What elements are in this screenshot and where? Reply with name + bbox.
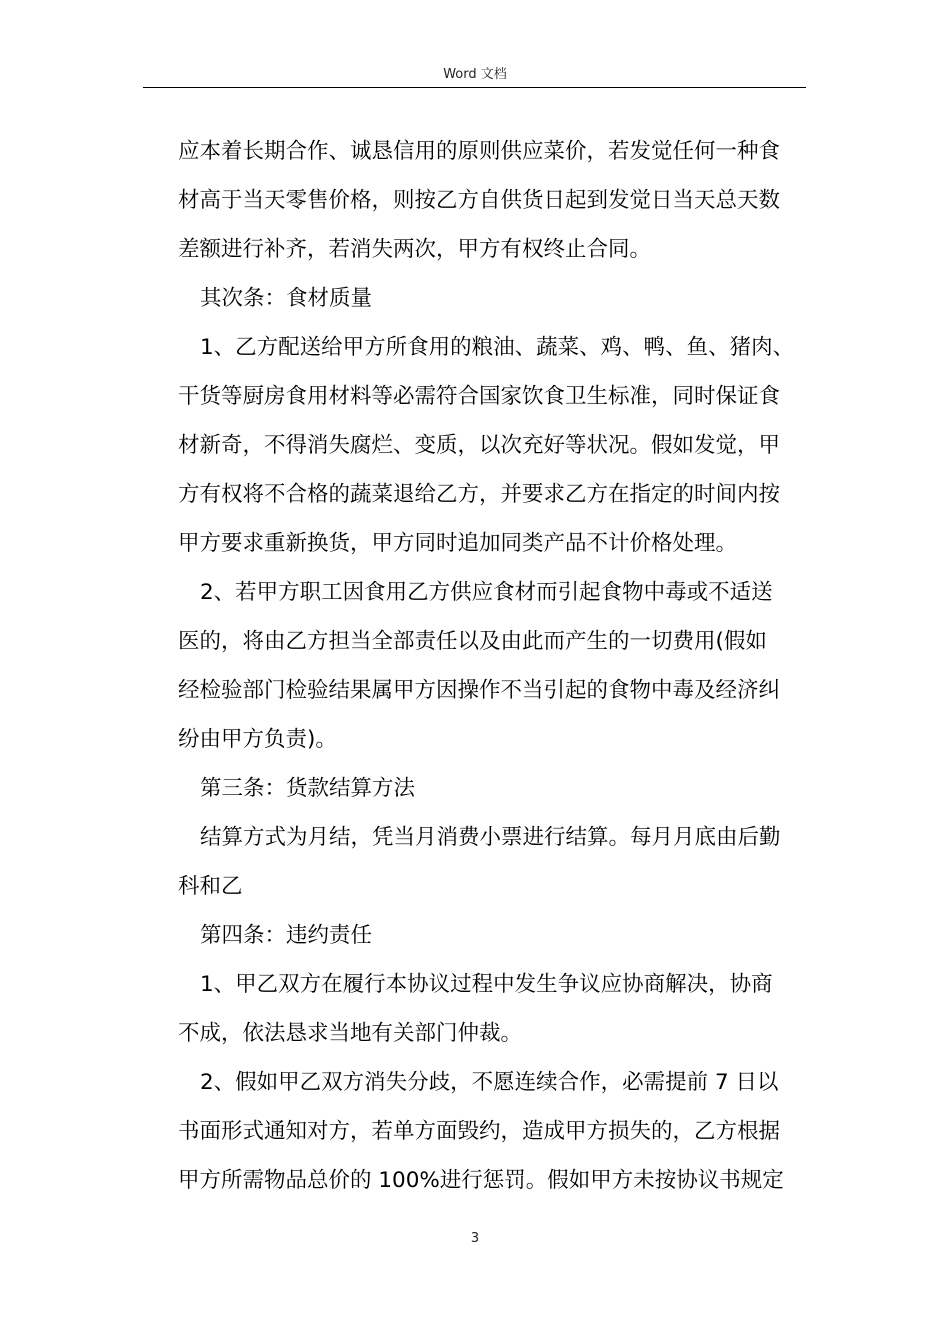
text-line: 干货等厨房食用材料等必需符合国家饮食卫生标准，同时保证食 bbox=[178, 384, 781, 409]
text-line: 材高于当天零售价格，则按乙方自供货日起到发觉日当天总天数 bbox=[178, 188, 781, 213]
page-number: 3 bbox=[470, 1231, 480, 1246]
text-line: 医的，将由乙方担当全部责任以及由此而产生的一切费用(假如 bbox=[178, 629, 767, 654]
section-heading: 第三条：货款结算方法 bbox=[200, 776, 416, 801]
text-line: 1、甲乙双方在履行本协议过程中发生争议应协商解决，协商 bbox=[200, 972, 773, 997]
text-line: 纷由甲方负责)。 bbox=[178, 727, 337, 752]
section-heading: 其次条：食材质量 bbox=[200, 286, 373, 311]
text-line: 应本着长期合作、诚恳信用的原则供应菜价，若发觉任何一种食 bbox=[178, 139, 781, 164]
text-line: 2、若甲方职工因食用乙方供应食材而引起食物中毒或不适送 bbox=[200, 580, 773, 605]
text-line: 科和乙 bbox=[178, 874, 243, 899]
text-line: 1、乙方配送给甲方所食用的粮油、蔬菜、鸡、鸭、鱼、猪肉、 bbox=[200, 335, 795, 360]
text-line: 书面形式通知对方，若单方面毁约，造成甲方损失的，乙方根据 bbox=[178, 1119, 781, 1144]
text-line: 经检验部门检验结果属甲方因操作不当引起的食物中毒及经济纠 bbox=[178, 678, 781, 703]
text-line: 甲方要求重新换货，甲方同时追加同类产品不计价格处理。 bbox=[178, 531, 738, 556]
text-line: 材新奇，不得消失腐烂、变质，以次充好等状况。假如发觉，甲 bbox=[178, 433, 781, 458]
page-header-title: Word 文档 bbox=[443, 67, 507, 82]
text-line: 结算方式为月结，凭当月消费小票进行结算。每月月底由后勤 bbox=[200, 825, 781, 850]
text-line: 不成，依法恳求当地有关部门仲裁。 bbox=[178, 1021, 523, 1046]
section-heading: 第四条：违约责任 bbox=[200, 923, 373, 948]
text-line: 甲方所需物品总价的 100%进行惩罚。假如甲方未按协议书规定 bbox=[178, 1168, 784, 1193]
text-line: 方有权将不合格的蔬菜退给乙方，并要求乙方在指定的时间内按 bbox=[178, 482, 781, 507]
text-line: 差额进行补齐，若消失两次，甲方有权终止合同。 bbox=[178, 237, 652, 262]
text-line: 2、假如甲乙双方消失分歧，不愿连续合作，必需提前 7 日以 bbox=[200, 1070, 779, 1095]
